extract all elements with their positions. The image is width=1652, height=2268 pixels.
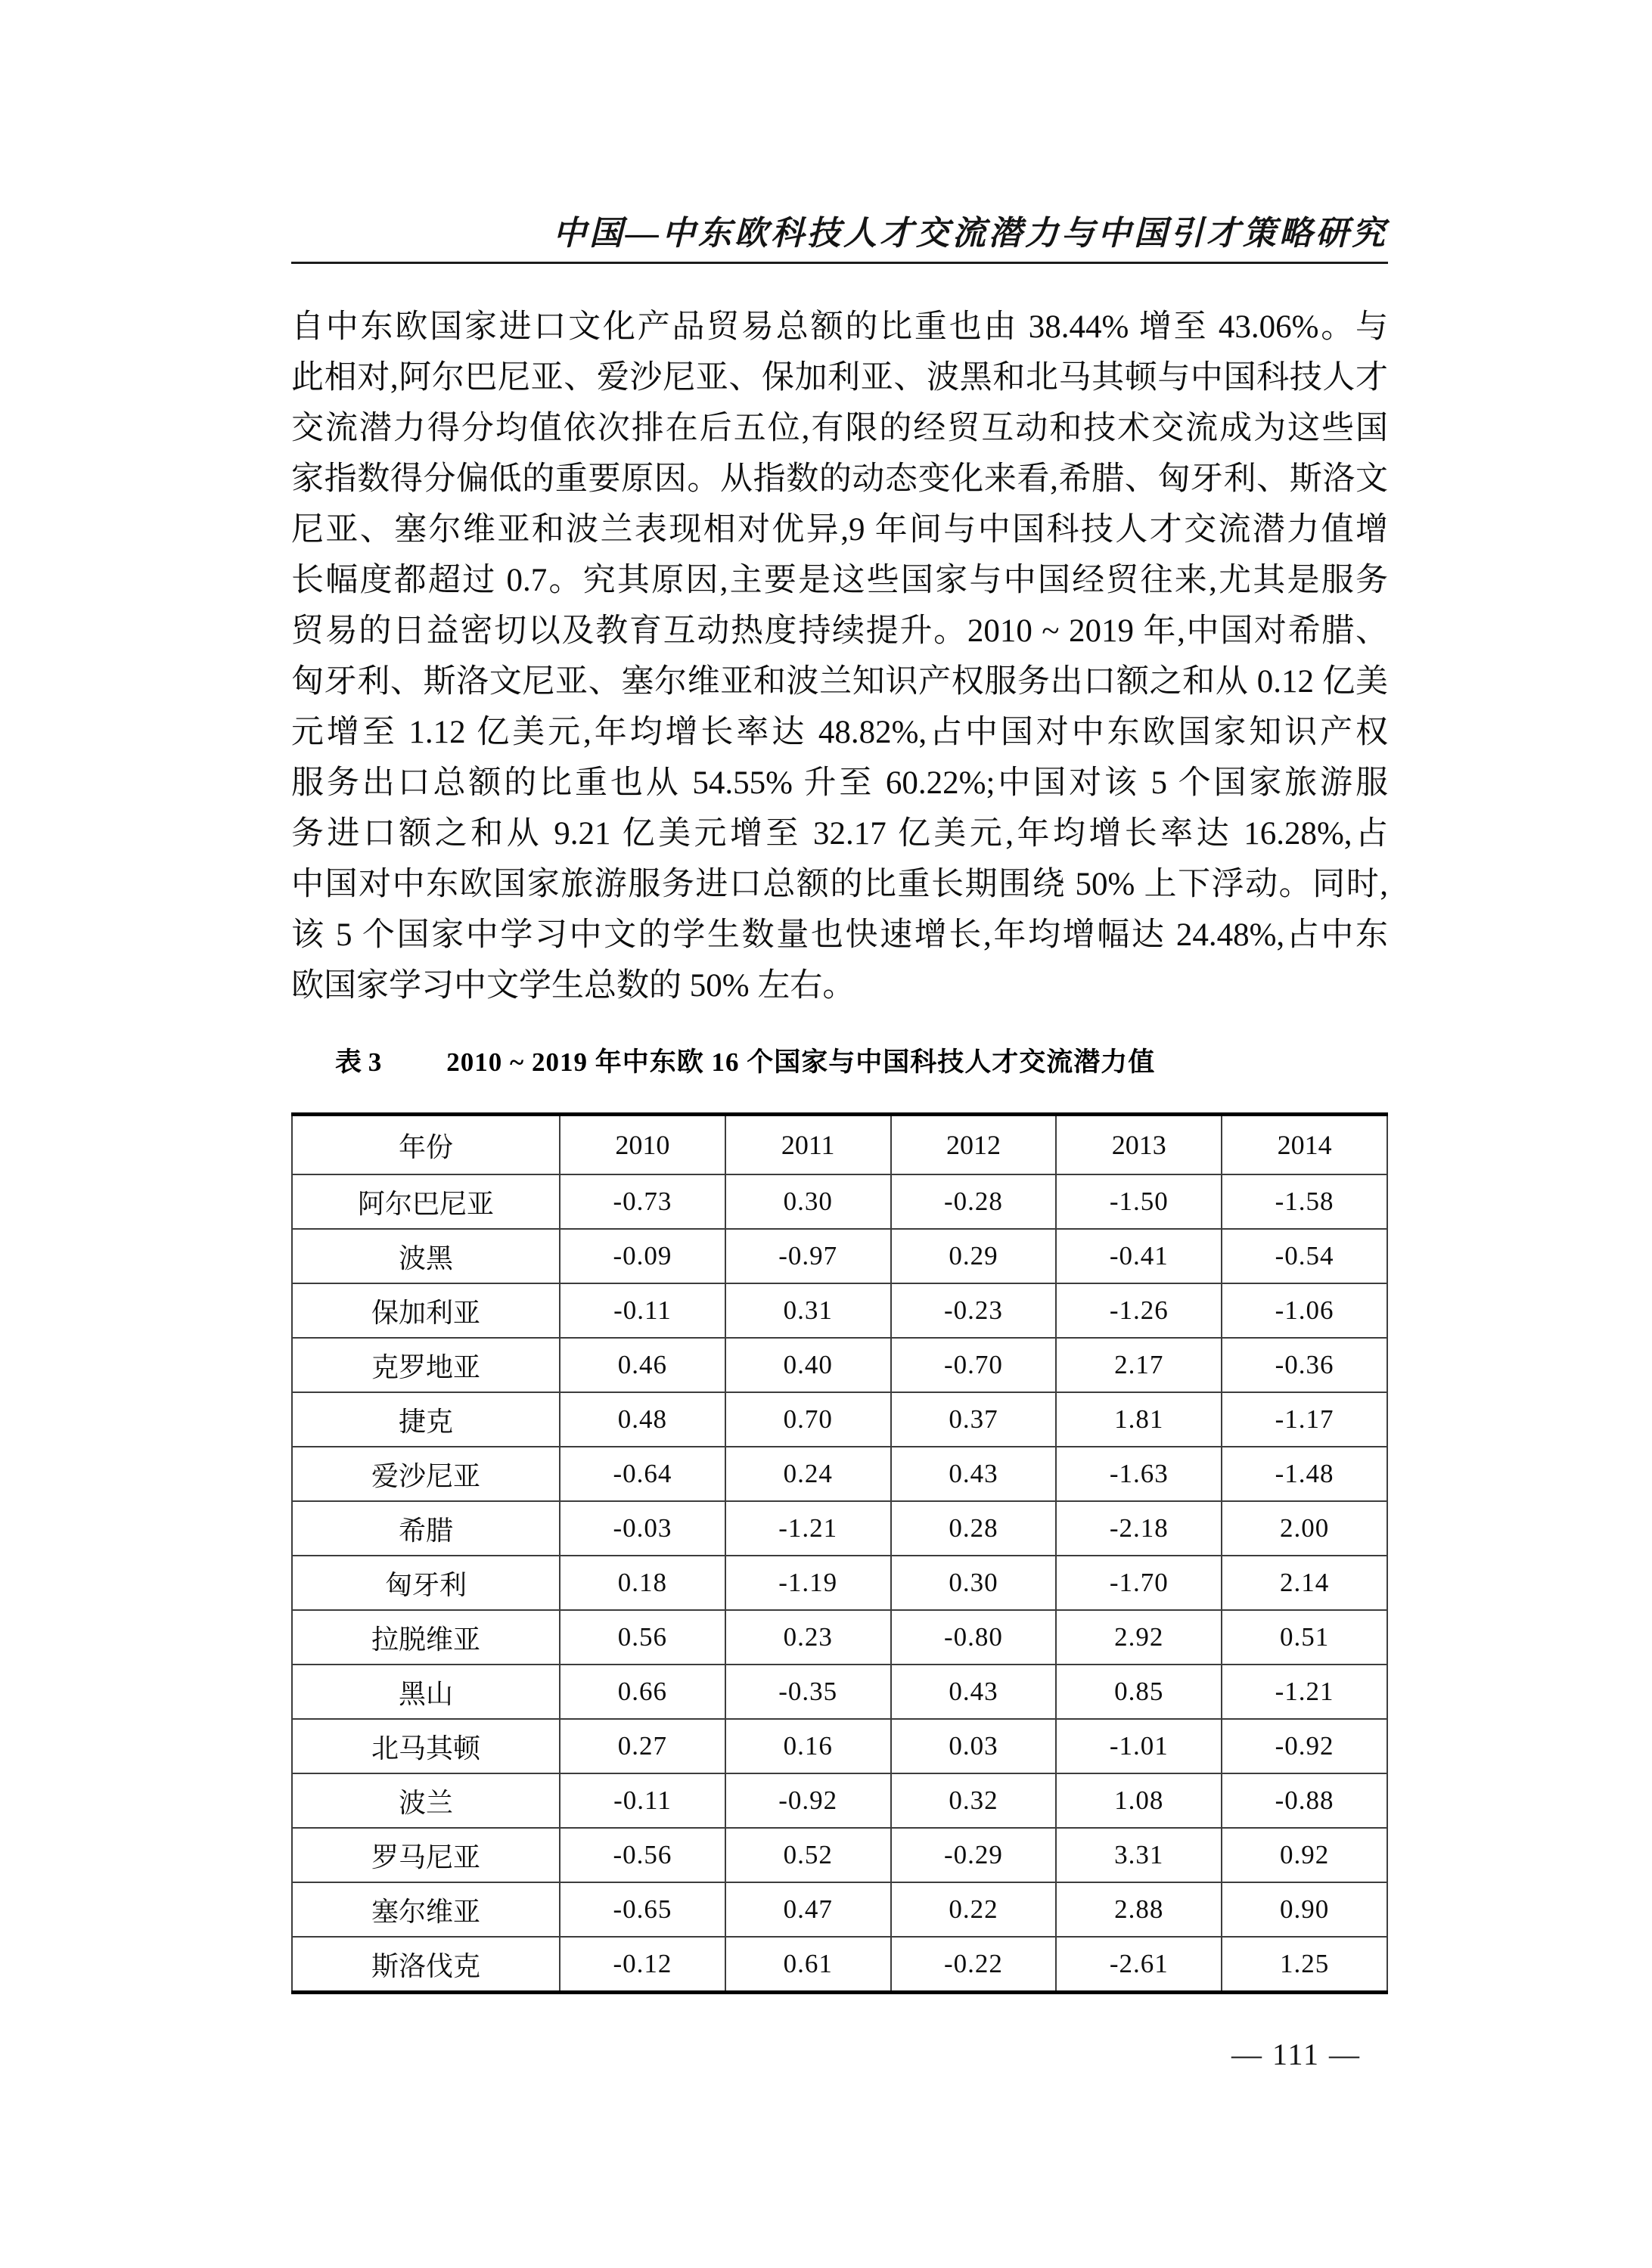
table-row	[292, 1719, 1387, 1773]
paragraph-line: 交流潜力得分均值依次排在后五位,有限的经贸互动和技术交流成为这些国	[291, 411, 1388, 446]
country-cell: 斯洛伐克	[292, 1937, 560, 1993]
table-row	[292, 1937, 1387, 1993]
value-cell-2013: 1.08	[1056, 1773, 1222, 1828]
page-number: — 111 —	[1231, 2037, 1361, 2071]
value-cell-2012: 0.43	[891, 1665, 1057, 1719]
country-cell: 保加利亚	[292, 1283, 560, 1338]
body-paragraph	[291, 302, 1388, 1011]
value-cell-2010: -0.03	[560, 1501, 725, 1556]
country-cell: 拉脱维亚	[292, 1610, 560, 1665]
value-cell-2013: -1.01	[1056, 1719, 1222, 1773]
value-cell-2011: -0.92	[725, 1773, 891, 1828]
table-header-cell: 2010	[560, 1115, 725, 1175]
value-cell-2010: -0.73	[560, 1174, 725, 1229]
paragraph-line: 欧国家学习中文学生总数的 50% 左右。	[291, 968, 856, 1004]
paragraph-line: 服务出口总额的比重也从 54.55% 升至 60.22%;中国对该 5 个国家旅游服	[291, 765, 1388, 801]
value-cell-2011: 0.61	[725, 1937, 891, 1993]
value-cell-2011: -0.35	[725, 1665, 891, 1719]
value-cell-2010: 0.46	[560, 1338, 725, 1392]
value-cell-2011: 0.24	[725, 1447, 891, 1501]
value-cell-2011: 0.40	[725, 1338, 891, 1392]
value-cell-2012: -0.22	[891, 1937, 1057, 1993]
value-cell-2014: -0.36	[1222, 1338, 1387, 1392]
value-cell-2011: 0.23	[725, 1610, 891, 1665]
value-cell-2013: -2.18	[1056, 1501, 1222, 1556]
country-cell: 罗马尼亚	[292, 1828, 560, 1882]
paragraph-line: 该 5 个国家中学习中文的学生数量也快速增长,年均增幅达 24.48%,占中东	[291, 917, 1388, 953]
country-cell: 希腊	[292, 1501, 560, 1556]
table-row	[292, 1338, 1387, 1392]
value-cell-2014: 0.90	[1222, 1882, 1387, 1937]
table-header-row	[292, 1115, 1387, 1175]
table-row	[292, 1556, 1387, 1610]
table-caption-title: 2010 ~ 2019 年中东欧 16 个国家与中国科技人才交流潜力值	[446, 1047, 1156, 1077]
table-row	[292, 1501, 1387, 1556]
page-footer	[291, 2037, 1388, 2072]
header-rule	[291, 262, 1388, 264]
table-header-cell: 2012	[891, 1115, 1057, 1175]
table-header-cell: 2014	[1222, 1115, 1387, 1175]
country-cell: 爱沙尼亚	[292, 1447, 560, 1501]
value-cell-2013: 2.17	[1056, 1338, 1222, 1392]
value-cell-2012: 0.30	[891, 1556, 1057, 1610]
paragraph-line: 贸易的日益密切以及教育互动热度持续提升。2010 ~ 2019 年,中国对希腊、	[291, 613, 1388, 649]
table-row	[292, 1392, 1387, 1447]
value-cell-2013: -1.70	[1056, 1556, 1222, 1610]
value-cell-2014: 1.25	[1222, 1937, 1387, 1993]
paragraph-line: 自中东欧国家进口文化产品贸易总额的比重也由 38.44% 增至 43.06%。与	[291, 309, 1388, 345]
value-cell-2010: -0.56	[560, 1828, 725, 1882]
value-cell-2012: -0.28	[891, 1174, 1057, 1229]
table-row	[292, 1229, 1387, 1283]
table-row	[292, 1610, 1387, 1665]
value-cell-2011: 0.70	[725, 1392, 891, 1447]
value-cell-2013: 0.85	[1056, 1665, 1222, 1719]
country-cell: 匈牙利	[292, 1556, 560, 1610]
value-cell-2010: 0.56	[560, 1610, 725, 1665]
value-cell-2010: -0.09	[560, 1229, 725, 1283]
paragraph-line: 务进口额之和从 9.21 亿美元增至 32.17 亿美元,年均增长率达 16.28%,占	[291, 816, 1388, 852]
table-caption	[291, 1041, 1388, 1079]
potential-table	[291, 1112, 1388, 1994]
value-cell-2013: 2.88	[1056, 1882, 1222, 1937]
table-row	[292, 1283, 1387, 1338]
table-row	[292, 1828, 1387, 1882]
value-cell-2013: -2.61	[1056, 1937, 1222, 1993]
value-cell-2010: -0.11	[560, 1773, 725, 1828]
value-cell-2014: -1.17	[1222, 1392, 1387, 1447]
table-header-cell: 2013	[1056, 1115, 1222, 1175]
table-header-cell: 2011	[725, 1115, 891, 1175]
paragraph-line: 尼亚、塞尔维亚和波兰表现相对优异,9 年间与中国科技人才交流潜力值增	[291, 512, 1388, 548]
value-cell-2011: -1.19	[725, 1556, 891, 1610]
country-cell: 波兰	[292, 1773, 560, 1828]
value-cell-2014: -0.88	[1222, 1773, 1387, 1828]
country-cell: 克罗地亚	[292, 1338, 560, 1392]
value-cell-2011: 0.16	[725, 1719, 891, 1773]
table-caption-label: 表 3	[335, 1047, 382, 1077]
value-cell-2012: 0.37	[891, 1392, 1057, 1447]
value-cell-2014: -1.48	[1222, 1447, 1387, 1501]
country-cell: 捷克	[292, 1392, 560, 1447]
value-cell-2011: -0.97	[725, 1229, 891, 1283]
country-cell: 阿尔巴尼亚	[292, 1174, 560, 1229]
table-row	[292, 1447, 1387, 1501]
value-cell-2010: 0.27	[560, 1719, 725, 1773]
value-cell-2011: 0.52	[725, 1828, 891, 1882]
value-cell-2013: -1.50	[1056, 1174, 1222, 1229]
table-row	[292, 1174, 1387, 1229]
value-cell-2014: -0.92	[1222, 1719, 1387, 1773]
value-cell-2011: 0.47	[725, 1882, 891, 1937]
value-cell-2010: -0.65	[560, 1882, 725, 1937]
paragraph-line: 元增至 1.12 亿美元,年均增长率达 48.82%,占中国对中东欧国家知识产权	[291, 715, 1388, 750]
value-cell-2012: 0.28	[891, 1501, 1057, 1556]
paragraph-line: 中国对中东欧国家旅游服务进口总额的比重长期围绕 50% 上下浮动。同时,	[291, 867, 1388, 902]
value-cell-2013: 3.31	[1056, 1828, 1222, 1882]
country-cell: 波黑	[292, 1229, 560, 1283]
paragraph-line: 匈牙利、斯洛文尼亚、塞尔维亚和波兰知识产权服务出口额之和从 0.12 亿美	[291, 664, 1388, 700]
value-cell-2012: -0.29	[891, 1828, 1057, 1882]
value-cell-2014: -1.06	[1222, 1283, 1387, 1338]
value-cell-2012: 0.03	[891, 1719, 1057, 1773]
paragraph-line: 家指数得分偏低的重要原因。从指数的动态变化来看,希腊、匈牙利、斯洛文	[291, 461, 1388, 497]
table-row	[292, 1665, 1387, 1719]
paragraph-line: 此相对,阿尔巴尼亚、爱沙尼亚、保加利亚、波黑和北马其顿与中国科技人才	[291, 360, 1388, 396]
value-cell-2014: -0.54	[1222, 1229, 1387, 1283]
value-cell-2010: -0.12	[560, 1937, 725, 1993]
table-header-cell: 年份	[292, 1115, 560, 1175]
value-cell-2010: -0.64	[560, 1447, 725, 1501]
value-cell-2010: 0.48	[560, 1392, 725, 1447]
table-row	[292, 1882, 1387, 1937]
country-cell: 黑山	[292, 1665, 560, 1719]
value-cell-2013: 1.81	[1056, 1392, 1222, 1447]
value-cell-2012: -0.80	[891, 1610, 1057, 1665]
value-cell-2013: -0.41	[1056, 1229, 1222, 1283]
value-cell-2014: -1.58	[1222, 1174, 1387, 1229]
running-head: 中国—中东欧科技人才交流潜力与中国引才策略研究	[553, 215, 1388, 252]
value-cell-2013: -1.26	[1056, 1283, 1222, 1338]
value-cell-2012: -0.70	[891, 1338, 1057, 1392]
value-cell-2014: 2.14	[1222, 1556, 1387, 1610]
value-cell-2011: -1.21	[725, 1501, 891, 1556]
table-row	[292, 1773, 1387, 1828]
country-cell: 塞尔维亚	[292, 1882, 560, 1937]
value-cell-2012: 0.32	[891, 1773, 1057, 1828]
value-cell-2014: 0.51	[1222, 1610, 1387, 1665]
value-cell-2013: 2.92	[1056, 1610, 1222, 1665]
country-cell: 北马其顿	[292, 1719, 560, 1773]
value-cell-2012: 0.22	[891, 1882, 1057, 1937]
value-cell-2011: 0.31	[725, 1283, 891, 1338]
value-cell-2010: -0.11	[560, 1283, 725, 1338]
paragraph-line: 长幅度都超过 0.7。究其原因,主要是这些国家与中国经贸往来,尤其是服务	[291, 563, 1388, 598]
value-cell-2011: 0.30	[725, 1174, 891, 1229]
value-cell-2014: 0.92	[1222, 1828, 1387, 1882]
value-cell-2012: 0.43	[891, 1447, 1057, 1501]
value-cell-2013: -1.63	[1056, 1447, 1222, 1501]
value-cell-2012: -0.23	[891, 1283, 1057, 1338]
value-cell-2010: 0.18	[560, 1556, 725, 1610]
value-cell-2014: 2.00	[1222, 1501, 1387, 1556]
value-cell-2012: 0.29	[891, 1229, 1057, 1283]
value-cell-2010: 0.66	[560, 1665, 725, 1719]
value-cell-2014: -1.21	[1222, 1665, 1387, 1719]
